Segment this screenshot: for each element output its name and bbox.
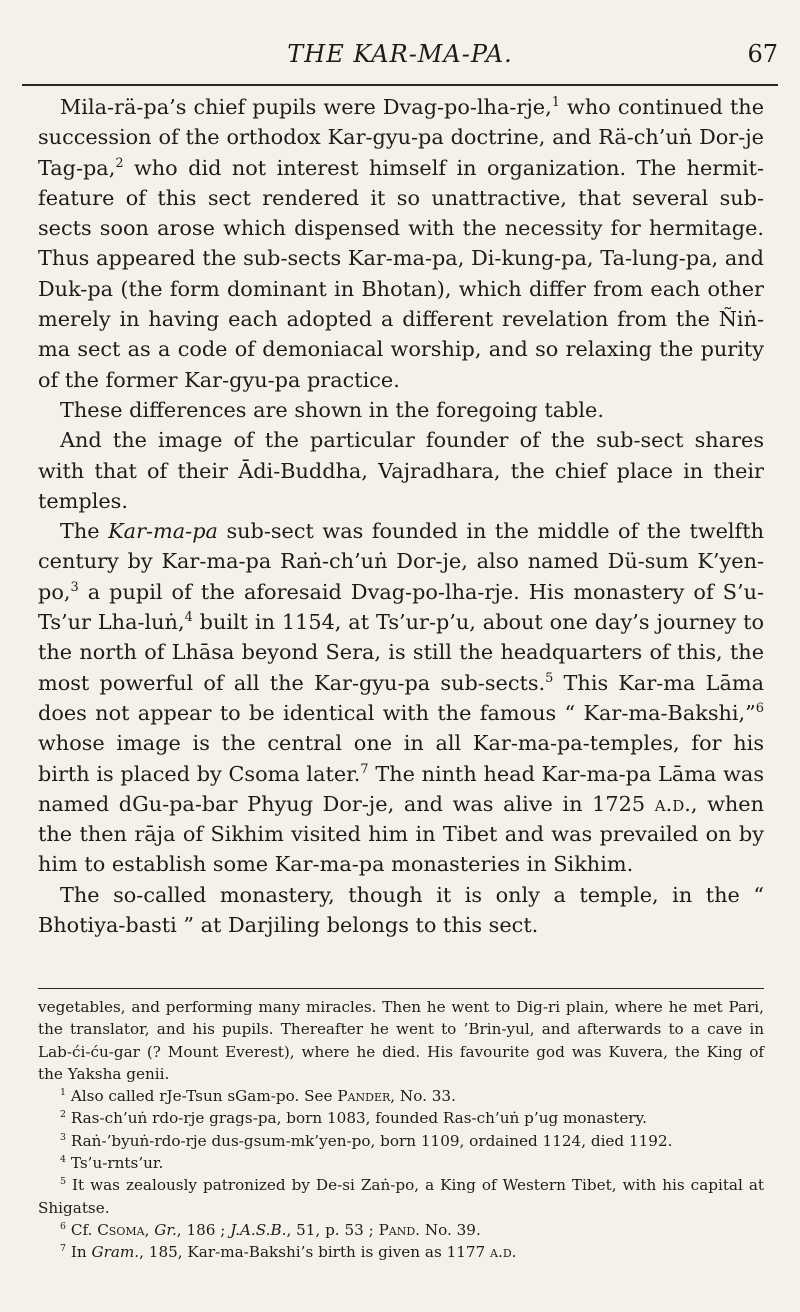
footnote-number: 5 [60,1176,66,1188]
text-run: built in 1154, at Ts’ur-p’u, about one day’s journey to the north of Lhāsa beyond Sera, is still the headquarters of this, the most powerful of all the Kar-gyu-pa sub-sects. [38,610,764,695]
text-run: Cf. [66,1220,98,1239]
footnote-ref: 1 [551,95,560,111]
footnotes [38,996,764,1264]
italic-title: Gr. [154,1220,177,1239]
small-caps-era: a.d. [490,1243,517,1262]
page-number: 67 [747,40,778,68]
text-run: , 185, Kar-ma-Bakshi’s birth is given as 1177 [139,1243,491,1262]
text-run: The ninth head Kar-ma-pa Lāma was named dGu-pa-bar Phyug Dor-je, and was alive in 1725 [38,761,765,816]
text-run: This Kar-ma Lāma does not appear to be identical with the famous “ Kar-ma-Bakshi,” [38,670,764,725]
footnote-ref: 2 [115,155,124,171]
text-run: who did not interest himself in organization. The hermit-feature of this sect rendered it so unattractive, that several sub-sects soon arose which dispensed with the necessity for hermitage. Thus appeared the sub-sects Kar-ma-pa, Di-kung-pa, Ta-lung-pa, and Duk-pa (the form dominant in Bhotan), which differ from each other merely in having each adopted a different revelation from the Ñiṅ-ma sect as a code of demoniacal worship, and so relaxing the purity of the former Kar-gyu-pa practice. [38,155,764,392]
footnote-ref: 5 [545,670,554,686]
footnote-1 [38,1085,764,1107]
text-run: No. 39. [420,1220,481,1239]
footnote-4 [38,1152,764,1174]
text-run: , 51, p. 53 ; [286,1220,379,1239]
footnote-continuation: vegetables, and performing many miracles. Then he went to Dig-ri plain, where he met Pari, the translator, and his pupils. Thereafter he went to ’Brin-yul, and afterwards to a cave in Lab-ći-ću-gar (? Mount Everest), where he died. His favourite god was Kuvera, the King of the Yaksha genii. [38,998,764,1083]
text-run: The [60,519,109,544]
small-caps-author: Pander [337,1087,391,1106]
footnote-2 [38,1107,764,1129]
footnote-number: 6 [60,1220,66,1232]
italic-title: J.A.S.B. [230,1220,287,1239]
footnote-number: 4 [60,1154,66,1166]
text-run: , 186 ; [176,1220,231,1239]
footnote-6 [38,1219,764,1241]
text-run: whose image is the central one in all Kar-ma-pa-temples, for his birth is placed by Csoma later. [38,731,764,786]
text-run: Mila-rä-pa’s chief pupils were Dvag-po-lha-rje, [60,95,552,119]
text-run: , [144,1220,155,1239]
footnote-ref: 3 [70,579,79,595]
footnote-3 [38,1130,764,1152]
small-caps-author: Csoma [97,1220,145,1239]
footnote-rule [38,988,764,989]
text-run: Ras-ch’uṅ rdo-rje grags-pa, born 1083, founded Ras-ch’uṅ p’ug monastery. [66,1109,647,1128]
italic-title: Gram. [91,1243,140,1262]
footnote-ref: 6 [755,701,764,717]
footnote-7 [38,1241,764,1263]
footnote-ref: 4 [184,610,193,626]
text-run: , when the then rāja of Sikhim visited him in Tibet and was prevailed on by him to establish some Kar-ma-pa monasteries in Sikhim. [38,791,764,877]
text-run: Also called rJe-Tsun sGam-po. See [66,1087,338,1106]
paragraph-1 [38,92,764,395]
text-run: , No. 33. [390,1087,456,1106]
text-run: Raṅ-’byuṅ-rdo-rje dus-gsum-mk’yen-po, born 1109, ordained 1124, died 1192. [66,1131,673,1150]
footnote-number: 2 [60,1109,66,1121]
header-rule [22,84,778,86]
body-text [38,92,764,940]
italic-term: Kar-ma-pa [108,519,218,544]
text-run: It was zealously patronized by De-si Zaṅ-po, a King of Western Tibet, with his capital at Shigatse. [38,1176,764,1217]
footnote-number: 1 [60,1087,66,1099]
paragraph-3: And the image of the particular founder of the sub-sect shares with that of their Ādi-Buddha, Vajradhara, the chief place in their temples. [38,428,764,513]
page-header [22,40,778,80]
text-run: sub-sect was founded in the middle of the twelfth century by Kar-ma-pa Raṅ-ch’uṅ Dor-je, also named Dü-sum K’yen-po, [38,519,765,604]
text-run: who continued the succession of the orthodox Kar-gyu-pa doctrine, and Rä-ch’uṅ Dor-je Tag-pa, [38,95,764,180]
footnote-number: 7 [60,1243,66,1255]
paragraph-2: These differences are shown in the foregoing table. [60,397,604,422]
paragraph-4 [38,516,764,880]
text-run: a pupil of the aforesaid Dvag-po-lha-rje. His monastery of S’u-Ts’ur Lha-luṅ, [38,579,764,635]
footnote-5 [38,1174,764,1219]
small-caps-author: Pand. [378,1220,420,1239]
text-run: In [66,1243,92,1262]
text-run: Ts’u-rnts’ur. [66,1154,164,1173]
paragraph-5: The so-called monastery, though it is only a temple, in the “ Bhotiya-basti ” at Darjiling belongs to this sect. [38,882,764,938]
footnote-ref: 7 [360,761,369,777]
running-head: THE KAR-MA-PA. [287,40,513,68]
footnote-number: 3 [60,1131,66,1143]
small-caps-era: a.d. [654,791,691,816]
